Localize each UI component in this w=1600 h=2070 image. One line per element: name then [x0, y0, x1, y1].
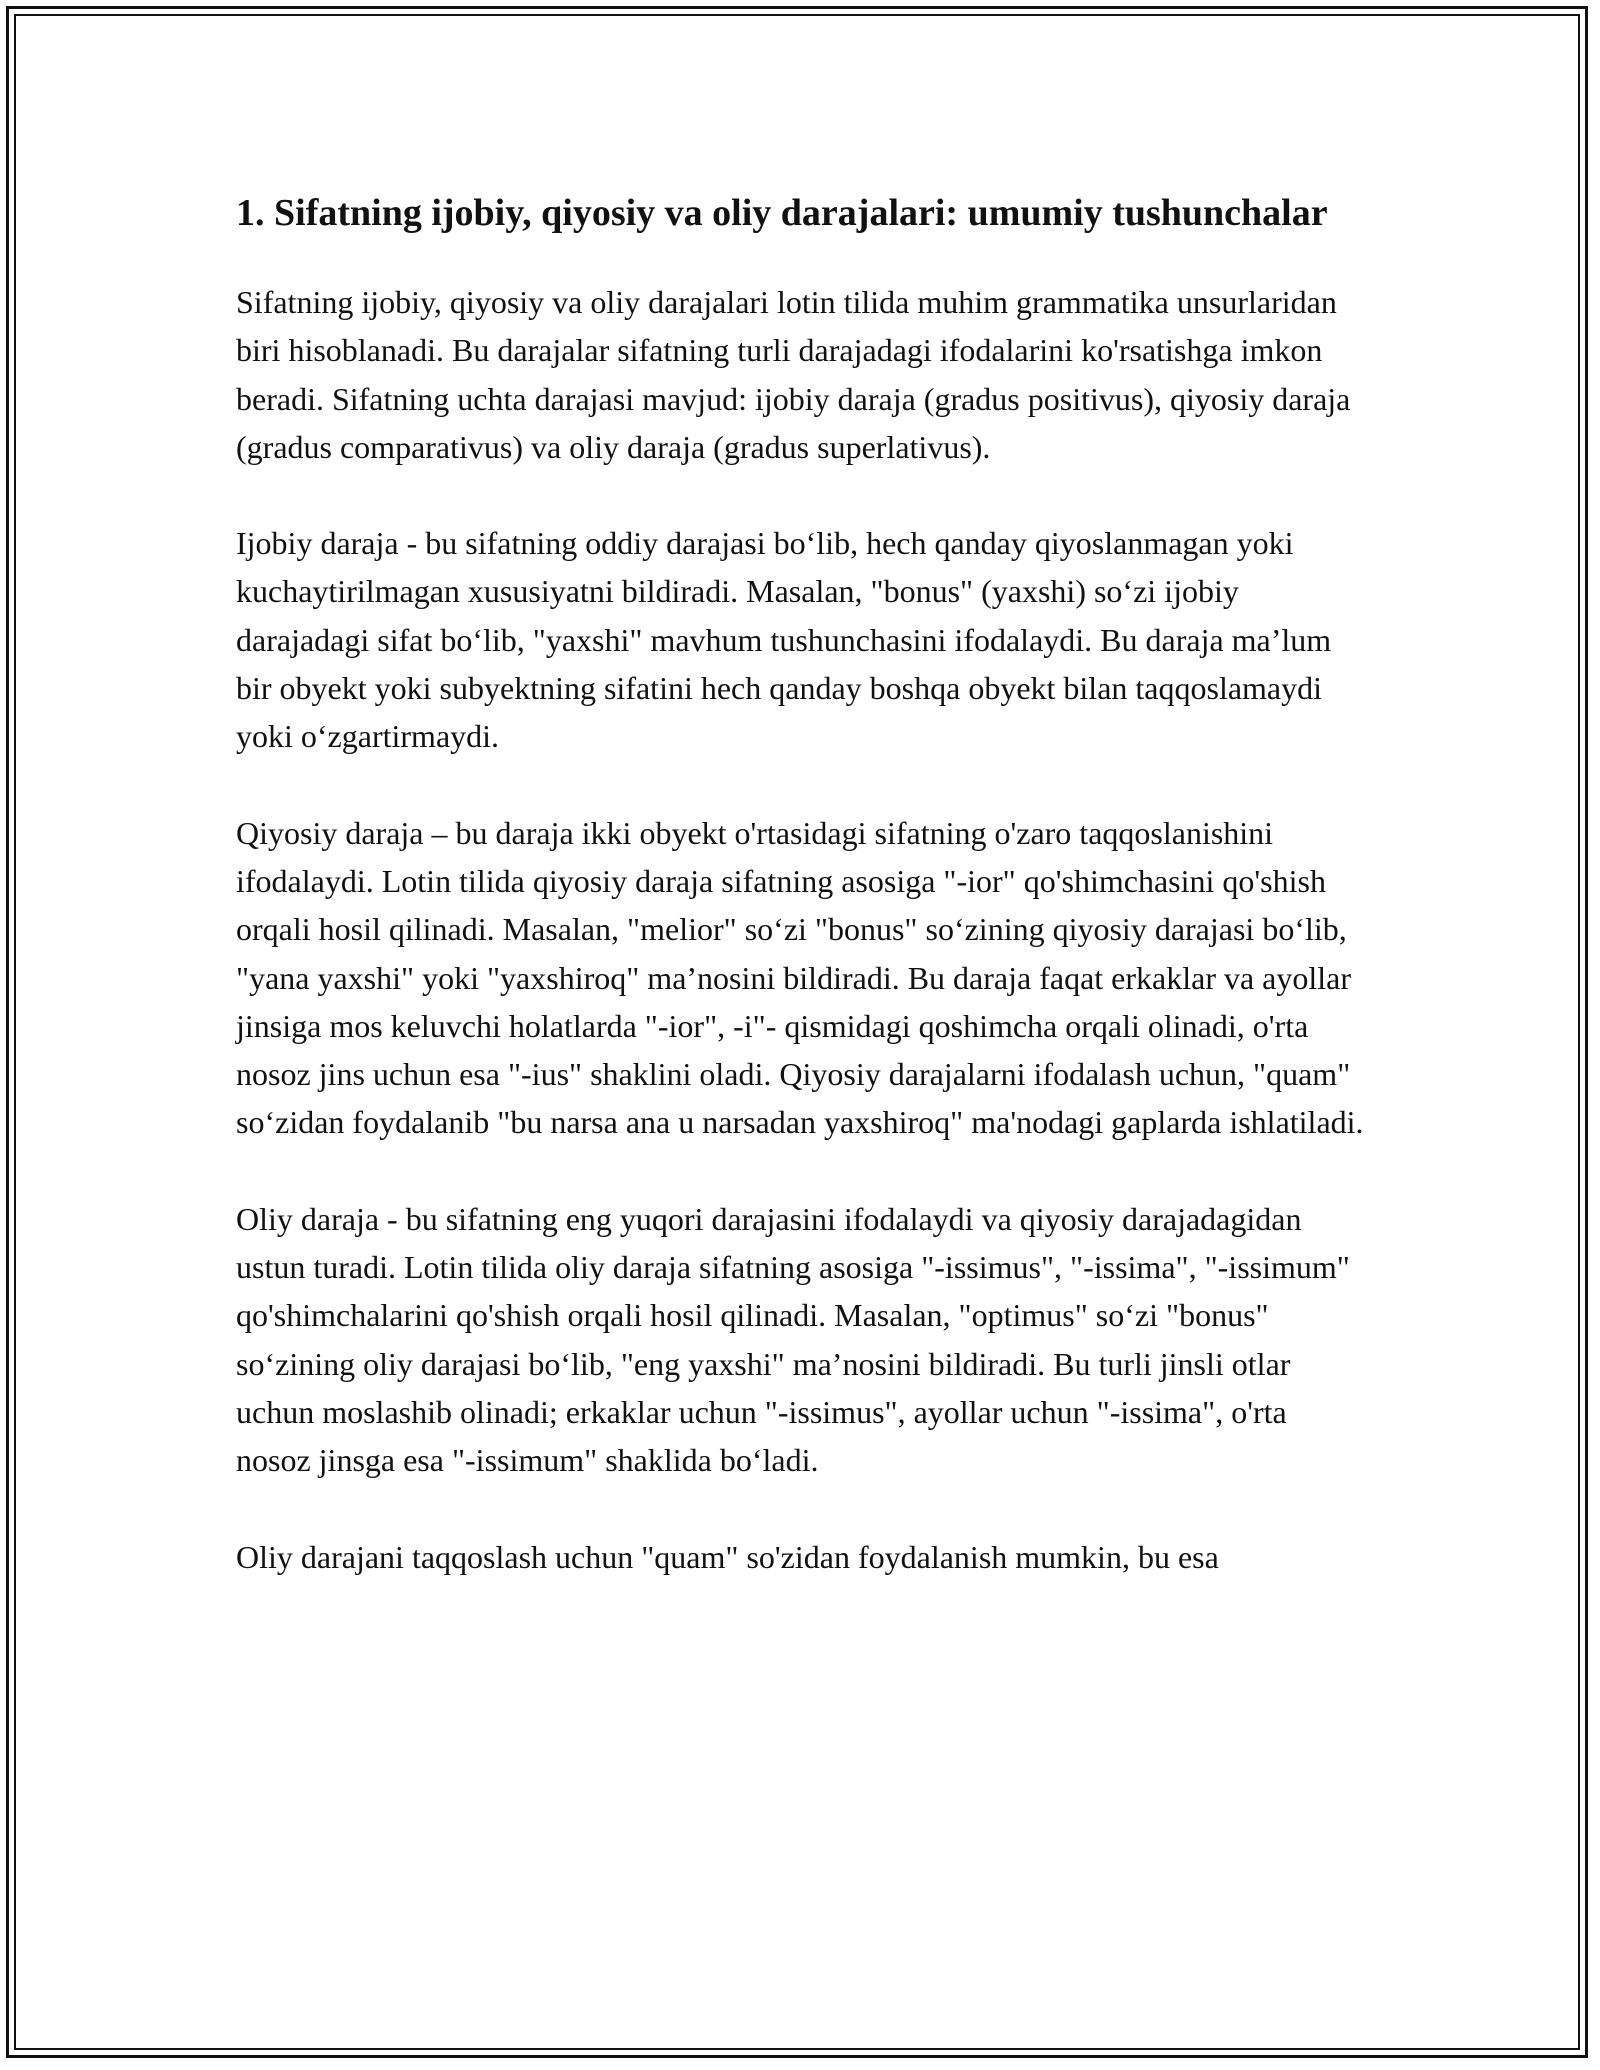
- paragraph-positive-degree: Ijobiy daraja - bu sifatning oddiy darajasi bo‘lib, hech qanday qiyoslanmagan yoki kuchaytirilmagan xususiyatni bildiradi. Masalan, "bonus" (yaxshi) so‘zi ijobiy darajadagi sifat bo‘lib, "yaxshi" mavhum tushunchasini ifodalaydi. Bu daraja ma’lum bir obyekt yoki subyektning sifatini hech qanday boshqa obyekt bilan taqqoslamaydi yoki o‘zgartirmaydi.: [236, 525, 1332, 755]
- paragraph-comparative-degree: Qiyosiy daraja – bu daraja ikki obyekt o'rtasidagi sifatning o'zaro taqqoslanishini ifodalaydi. Lotin tilida qiyosiy daraja sifatning asosiga "-ior" qo'shimchasini qo'shish orqali hosil qilinadi. Masalan, "melior" so‘zi "bonus" so‘zining qiyosiy darajasi bo‘lib, "yana yaxshi" yoki "yaxshiroq" ma’nosini bildiradi. Bu daraja faqat erkaklar va ayollar jinsiga mos keluvchi holatlarda "-ior", -i"- qismidagi qoshimcha orqali olinadi, o'rta nosoz jins uchun esa "-ius" shaklini oladi. Qiyosiy darajalarni ifodalash uchun, "quam" so‘zidan foydalanib "bu narsa ana u narsadan yaxshiroq" ma'nodagi gaplarda ishlatiladi.: [236, 814, 1364, 1141]
- paragraph-superlative-degree: Oliy daraja - bu sifatning eng yuqori darajasini ifodalaydi va qiyosiy darajadagidan ustun turadi. Lotin tilida oliy daraja sifatning asosiga "-issimus", "-issima", "-issimum" qo'shimchalarini qo'shish orqali hosil qilinadi. Masalan, "optimus" so‘zi "bonus" so‘zining oliy darajasi bo‘lib, "eng yaxshi" ma’nosini bildiradi. Bu turli jinsli otlar uchun moslashib olinadi; erkaklar uchun "-issimus", ayollar uchun "-issima", o'rta nosoz jinsga esa "-issimum" shaklida bo‘ladi.: [236, 1200, 1350, 1479]
- document-page: [236, 186, 1364, 1629]
- paragraph-intro: Sifatning ijobiy, qiyosiy va oliy darajalari lotin tilida muhim grammatika unsurlaridan biri hisoblanadi. Bu darajalar sifatning turli darajadagi ifodalarini ko'rsatishga imkon beradi. Sifatning uchta darajasi mavjud: ijobiy daraja (gradus positivus), qiyosiy daraja (gradus comparativus) va oliy daraja (gradus superlativus).: [236, 284, 1351, 465]
- section-heading: 1. Sifatning ijobiy, qiyosiy va oliy darajalari: umumiy tushunchalar: [236, 192, 1328, 234]
- paragraph-superlative-comparison: Oliy darajani taqqoslash uchun "quam" so'zidan foydalanish mumkin, bu esa: [236, 1538, 1219, 1575]
